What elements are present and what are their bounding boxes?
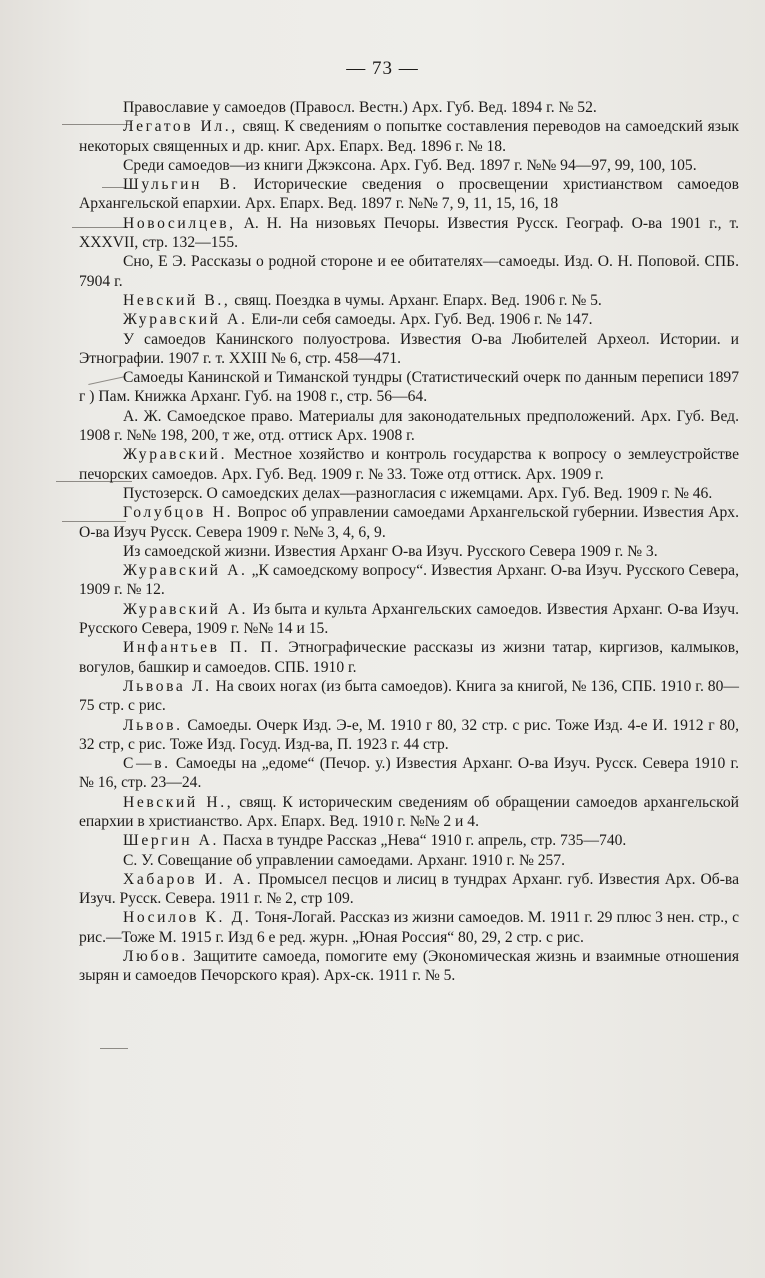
bibliography-entry xyxy=(79,156,739,175)
entry-text: свящ. К сведениям о попытке составления переводов на самоедский язык некоторых священных и др. книг. Арх. Епарх. Вед. 1896 г. № 18. xyxy=(79,118,739,155)
entry-author: Журавский. xyxy=(123,446,228,464)
bibliography-entry xyxy=(79,754,739,793)
entry-text: Из самоедской жизни. Известия Арханг О-ва Изуч. Русского Севера 1909 г. № 3. xyxy=(123,542,658,560)
entry-author: Голубцов Н. xyxy=(123,504,234,522)
entry-author: Шергин А. xyxy=(123,832,219,850)
bibliography-entry xyxy=(79,600,739,639)
entry-text: Пасха в тундре Рассказ „Нева“ 1910 г. апрель, стр. 735—740. xyxy=(219,832,627,850)
bibliography-entry xyxy=(79,716,739,755)
bibliography-entry xyxy=(79,445,739,484)
entry-author: Невский В., xyxy=(123,291,231,309)
entry-author: Журавский А. xyxy=(123,600,249,618)
bibliography-entry xyxy=(79,561,739,600)
bibliography-entry xyxy=(79,214,739,253)
bibliography-entry xyxy=(79,252,739,291)
entry-author: Носилов К. Д. xyxy=(123,909,252,927)
bibliography-entry xyxy=(79,117,739,156)
bibliography-entry xyxy=(79,310,739,329)
bibliography-entry xyxy=(79,503,739,542)
bibliography-entry xyxy=(79,677,739,716)
entry-author: Любов. xyxy=(123,948,188,966)
entry-text: свящ. Поездка в чумы. Арханг. Епарх. Вед. 1906 г. № 5. xyxy=(230,291,602,309)
bibliography-entry xyxy=(79,98,739,117)
entry-text: А. Н. На низовьях Печоры. Известия Русск. Географ. О-ва 1901 г., т. XXXVII, стр. 132—155. xyxy=(79,214,739,252)
bibliography-entry xyxy=(79,368,739,407)
entry-text: свящ. К историческим сведениям об обращении самоедов архангельской епархии в христианство. Арх. Епарх. Вед. 1910 г. №№ 2 и 4. xyxy=(79,793,740,830)
entry-author: Инфантьев П. П. xyxy=(123,639,281,657)
entry-text: У самоедов Канинского полуострова. Известия О-ва Любителей Археол. Истории. и Этнографии. 1907 г. т. XXIII № 6, стр. 458—471. xyxy=(79,330,739,367)
entry-text: Самоеды Канинской и Тиманской тундры (Статистический очерк по данным переписи 1897 г ) Пам. Книжка Арханг. Губ. на 1908 г., стр. 56—64. xyxy=(79,369,739,406)
entry-author: Львова Л. xyxy=(123,677,212,695)
bibliography-entry xyxy=(79,407,739,446)
pencil-mark xyxy=(100,1048,128,1049)
entry-author: Шульгин В. xyxy=(123,176,239,194)
bibliography-entry xyxy=(79,908,739,947)
entry-text: Православие у самоедов (Правосл. Вестн.) Арх. Губ. Вед. 1894 г. № 52. xyxy=(123,99,597,116)
entry-text: „К самоедскому вопросу“. Известия Арханг. О-ва Изуч. Русского Севера, 1909 г. № 12. xyxy=(79,562,739,599)
entry-text: С. У. Совещание об управлении самоедами. Арханг. 1910 г. № 257. xyxy=(123,851,566,869)
entry-author: Журавский А. xyxy=(123,562,248,580)
entry-text: Из быта и культа Архангельских самоедов. Известия Арханг. О-ва Изуч. Русского Севера, 1909 г. №№ 14 и 15. xyxy=(79,600,739,638)
entry-author: Львов. xyxy=(123,716,183,734)
entry-author: Легатов Ил., xyxy=(123,118,238,136)
entry-text: Промысел песцов и лисиц в тундрах Арханг. губ. Известия Арх. Об-ва Изуч. Русск. Севера. 1911 г. № 2, стр 109. xyxy=(79,870,739,908)
entry-author: Хабаров И. А. xyxy=(123,870,254,888)
entry-text: Защитите самоеда, помогите ему (Экономическая жизнь и взаимные отношения зырян и самоедов Печорского края). Арх-ск. 1911 г. № 5. xyxy=(79,948,739,985)
entry-author: С—в. xyxy=(123,755,171,773)
bibliography-entry xyxy=(79,793,739,832)
entry-author: Невский Н., xyxy=(123,793,234,811)
entry-text: Сно, Е Э. Рассказы о родной стороне и ее обитателях—самоеды. Изд. О. Н. Поповой. СПБ. 7904 г. xyxy=(79,253,739,290)
entry-author: Новосилцев, xyxy=(123,214,236,232)
entry-text: Тоня-Логай. Рассказ из жизни самоедов. М. 1911 г. 29 плюс 3 нен. стр., с рис.—Тоже М. 1915 г. Изд 6 е ред. журн. „Юная Россия“ 80, 29, 2 стр. с рис. xyxy=(79,909,739,946)
entry-text: На своих ногах (из быта самоедов). Книга за книгой, № 136, СПБ. 1910 г. 80—75 стр. с рис. xyxy=(79,677,739,715)
entry-text: Самоеды. Очерк Изд. Э-е, М. 1910 г 80, 32 стр. с рис. Тоже Изд. 4-е И. 1912 г 80, 32 стр, с рис. Тоже Изд. Госуд. Изд-ва, П. 1923 г. 44 стр. xyxy=(79,716,739,753)
bibliography-entry xyxy=(79,291,739,310)
entry-text: Пустозерск. О самоедских делах—разногласия с ижемцами. Арх. Губ. Вед. 1909 г. № 46. xyxy=(123,484,713,502)
bibliography-entry xyxy=(79,851,739,870)
entry-text: А. Ж. Самоедское право. Материалы для законодательных предположений. Арх. Губ. Вед. 1908 г. №№ 198, 200, т же, отд. оттиск Арх. 1908 г. xyxy=(79,407,739,445)
bibliography-entry xyxy=(79,484,739,503)
bibliography-entry xyxy=(79,947,739,986)
entry-text: Исторические сведения о просвещении христианством самоедов Архангельской епархии. Арх. Епарх. Вед. 1897 г. №№ 7, 9, 11, 15, 16, 18 xyxy=(79,176,739,213)
entry-text: Среди самоедов—из книги Джэксона. Арх. Губ. Вед. 1897 г. №№ 94—97, 99, 100, 105. xyxy=(123,156,697,174)
page-number: — 73 — xyxy=(346,58,419,79)
entry-text: Этнографические рассказы из жизни татар, киргизов, калмыков, вогулов, башкир и самоедов. СПБ. 1910 г. xyxy=(79,639,739,676)
bibliography-entry xyxy=(79,330,739,369)
bibliography-list xyxy=(79,98,739,986)
bibliography-entry xyxy=(79,542,739,561)
bibliography-entry xyxy=(79,870,739,909)
entry-author: Журавский А. xyxy=(123,311,248,329)
entry-text: Местное хозяйство и контроль государства к вопросу о землеустройстве печорских самоедов. Арх. Губ. Вед. 1909 г. № 33. Тоже отд оттиск. Арх. 1909 г. xyxy=(79,446,739,483)
entry-text: Самоеды на „едоме“ (Печор. у.) Известия Арханг. О-ва Изуч. Русск. Севера 1910 г. № 16, стр. 23—24. xyxy=(79,755,739,792)
bibliography-entry xyxy=(79,175,739,214)
bibliography-entry xyxy=(79,831,739,850)
bibliography-entry xyxy=(79,638,739,677)
entry-text: Вопрос об управлении самоедами Архангельской губернии. Известия Арх. О-ва Изуч Русск. Севера 1909 г. №№ 3, 4, 6, 9. xyxy=(79,504,739,541)
entry-text: Ели-ли себя самоеды. Арх. Губ. Вед. 1906 г. № 147. xyxy=(247,311,593,329)
